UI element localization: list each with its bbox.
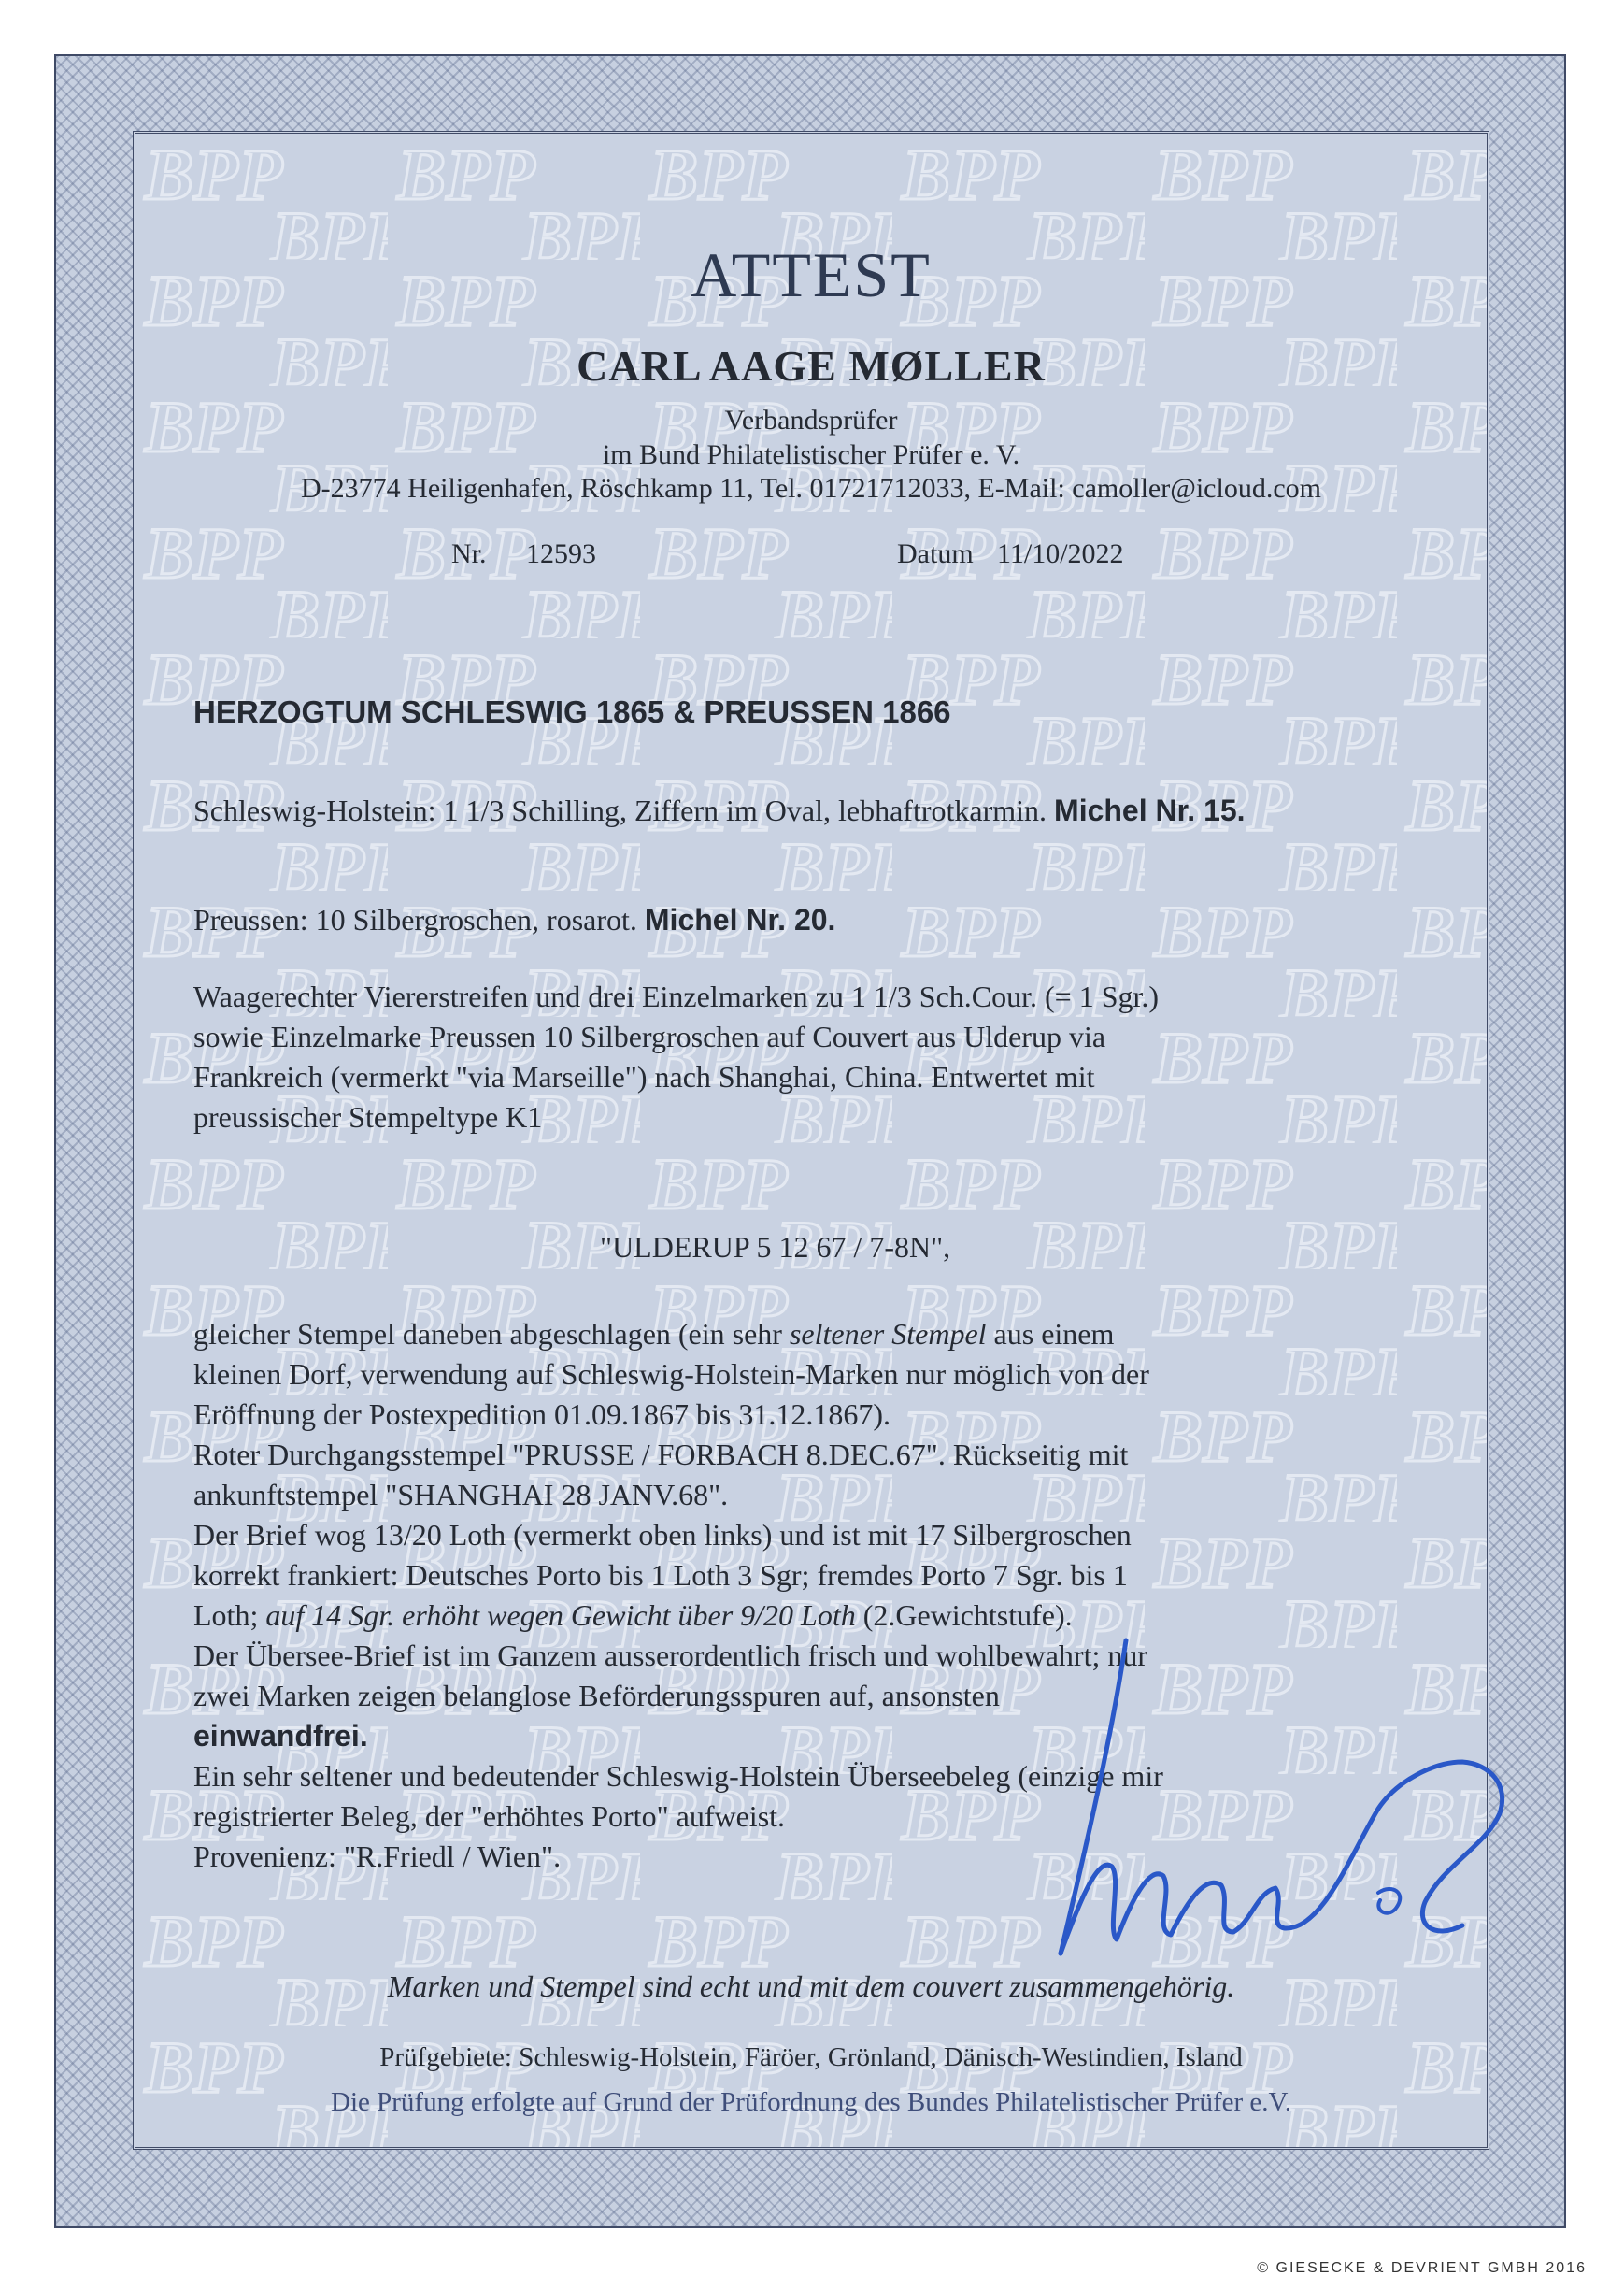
item2-michel: Michel Nr. 20. [644,903,836,937]
detail-line: gleicher Stempel daneben abgeschlagen (ein sehr seltener Stempel aus einem [193,1317,1115,1351]
detail-line: Roter Durchgangsstempel "PRUSSE / FORBACH 8.DEC.67". Rückseitig mit [193,1438,1129,1471]
conclusion-statement: Marken und Stempel sind echt und mit dem couvert zusammengehörig. [387,1969,1235,2003]
examiner-role: Verbandsprüfer [724,405,898,436]
examiner-name: CARL AAGE MØLLER [577,342,1046,390]
postage-emphasis: auf 14 Sgr. erhöht wegen Gewicht über 9/20 Loth [265,1598,856,1632]
rare-cancel-emphasis: seltener Stempel [789,1317,987,1351]
detail-line: Ein sehr seltener und bedeutender Schleswig-Holstein Überseebeleg (einzige mir [193,1759,1163,1793]
item1-michel: Michel Nr. 15. [1054,794,1246,827]
certificate-number: 12593 [526,538,596,569]
certificate-title: ATTEST [691,239,932,310]
certificate-number-label: Nr. [451,538,487,569]
certificate-date: 11/10/2022 [997,538,1124,569]
examiner-contact: D-23774 Heiligenhafen, Röschkamp 11, Tel. 01721712033, E-Mail: camoller@icloud.com [301,473,1321,504]
examiner-signature [1023,1622,1546,2014]
item-schleswig-holstein [193,791,1446,831]
item2-text: Preussen: 10 Silbergroschen, rosarot. [193,903,637,937]
detail-line: korrekt frankiert: Deutsches Porto bis 1 Loth 3 Sgr; fremdes Porto 7 Sgr. bis 1 [193,1558,1128,1592]
cancel-text: "ULDERUP 5 12 67 / 7-8N", [600,1230,951,1264]
desc-line: preussischer Stempeltype K1 [193,1100,543,1134]
detail-line: Der Übersee-Brief ist im Ganzem ausserordentlich frisch und wohlbewahrt; nur [193,1639,1147,1672]
desc-line: Frankreich (vermerkt "via Marseille") nach Shanghai, China. Entwertet mit [193,1060,1095,1094]
desc-line: sowie Einzelmarke Preussen 10 Silbergroschen auf Couvert aus Ulderup via [193,1020,1106,1053]
detail-line: zwei Marken zeigen belanglose Beförderungsspuren auf, ansonsten [193,1679,1000,1712]
certificate-date-label: Datum [897,538,974,569]
description-paragraph [193,977,1446,1138]
printer-imprint: © GIESECKE & DEVRIENT GMBH 2016 [1257,2260,1587,2276]
detail-line: kleinen Dorf, verwendung auf Schleswig-Holstein-Marken nur möglich von der [193,1357,1149,1391]
item-heading: HERZOGTUM SCHLESWIG 1865 & PREUSSEN 1866 [193,694,951,729]
examination-rules: Die Prüfung erfolgte auf Grund der Prüfordnung des Bundes Philatelistischer Prüfer e.V. [331,2087,1291,2117]
detail-line: ankunftstempel "SHANGHAI 28 JANV.68". [193,1478,729,1511]
desc-line: Waagerechter Viererstreifen und drei Einzelmarken zu 1 1/3 Sch.Cour. (= 1 Sgr.) [193,980,1160,1013]
detail-line: Provenienz: "R.Friedl / Wien". [193,1839,562,1873]
item1-text: Schleswig-Holstein: 1 1/3 Schilling, Ziffern im Oval, lebhaftrotkarmin. [193,794,1047,827]
detail-line: Loth; auf 14 Sgr. erhöht wegen Gewicht über 9/20 Loth (2.Gewichtstufe). [193,1598,1073,1632]
item-preussen [193,900,1446,940]
condition-verdict: einwandfrei. [193,1719,368,1753]
detail-line: registrierter Beleg, der "erhöhtes Porto" aufweist. [193,1799,786,1833]
detail-line: Eröffnung der Postexpedition 01.09.1867 bis 31.12.1867). [193,1397,891,1431]
examination-areas: Prüfgebiete: Schleswig-Holstein, Färöer, Grönland, Dänisch-Westindien, Island [379,2042,1243,2072]
detail-line: Der Brief wog 13/20 Loth (vermerkt oben links) und ist mit 17 Silbergroschen [193,1518,1132,1552]
examiner-association: im Bund Philatelistischer Prüfer e. V. [602,439,1020,470]
